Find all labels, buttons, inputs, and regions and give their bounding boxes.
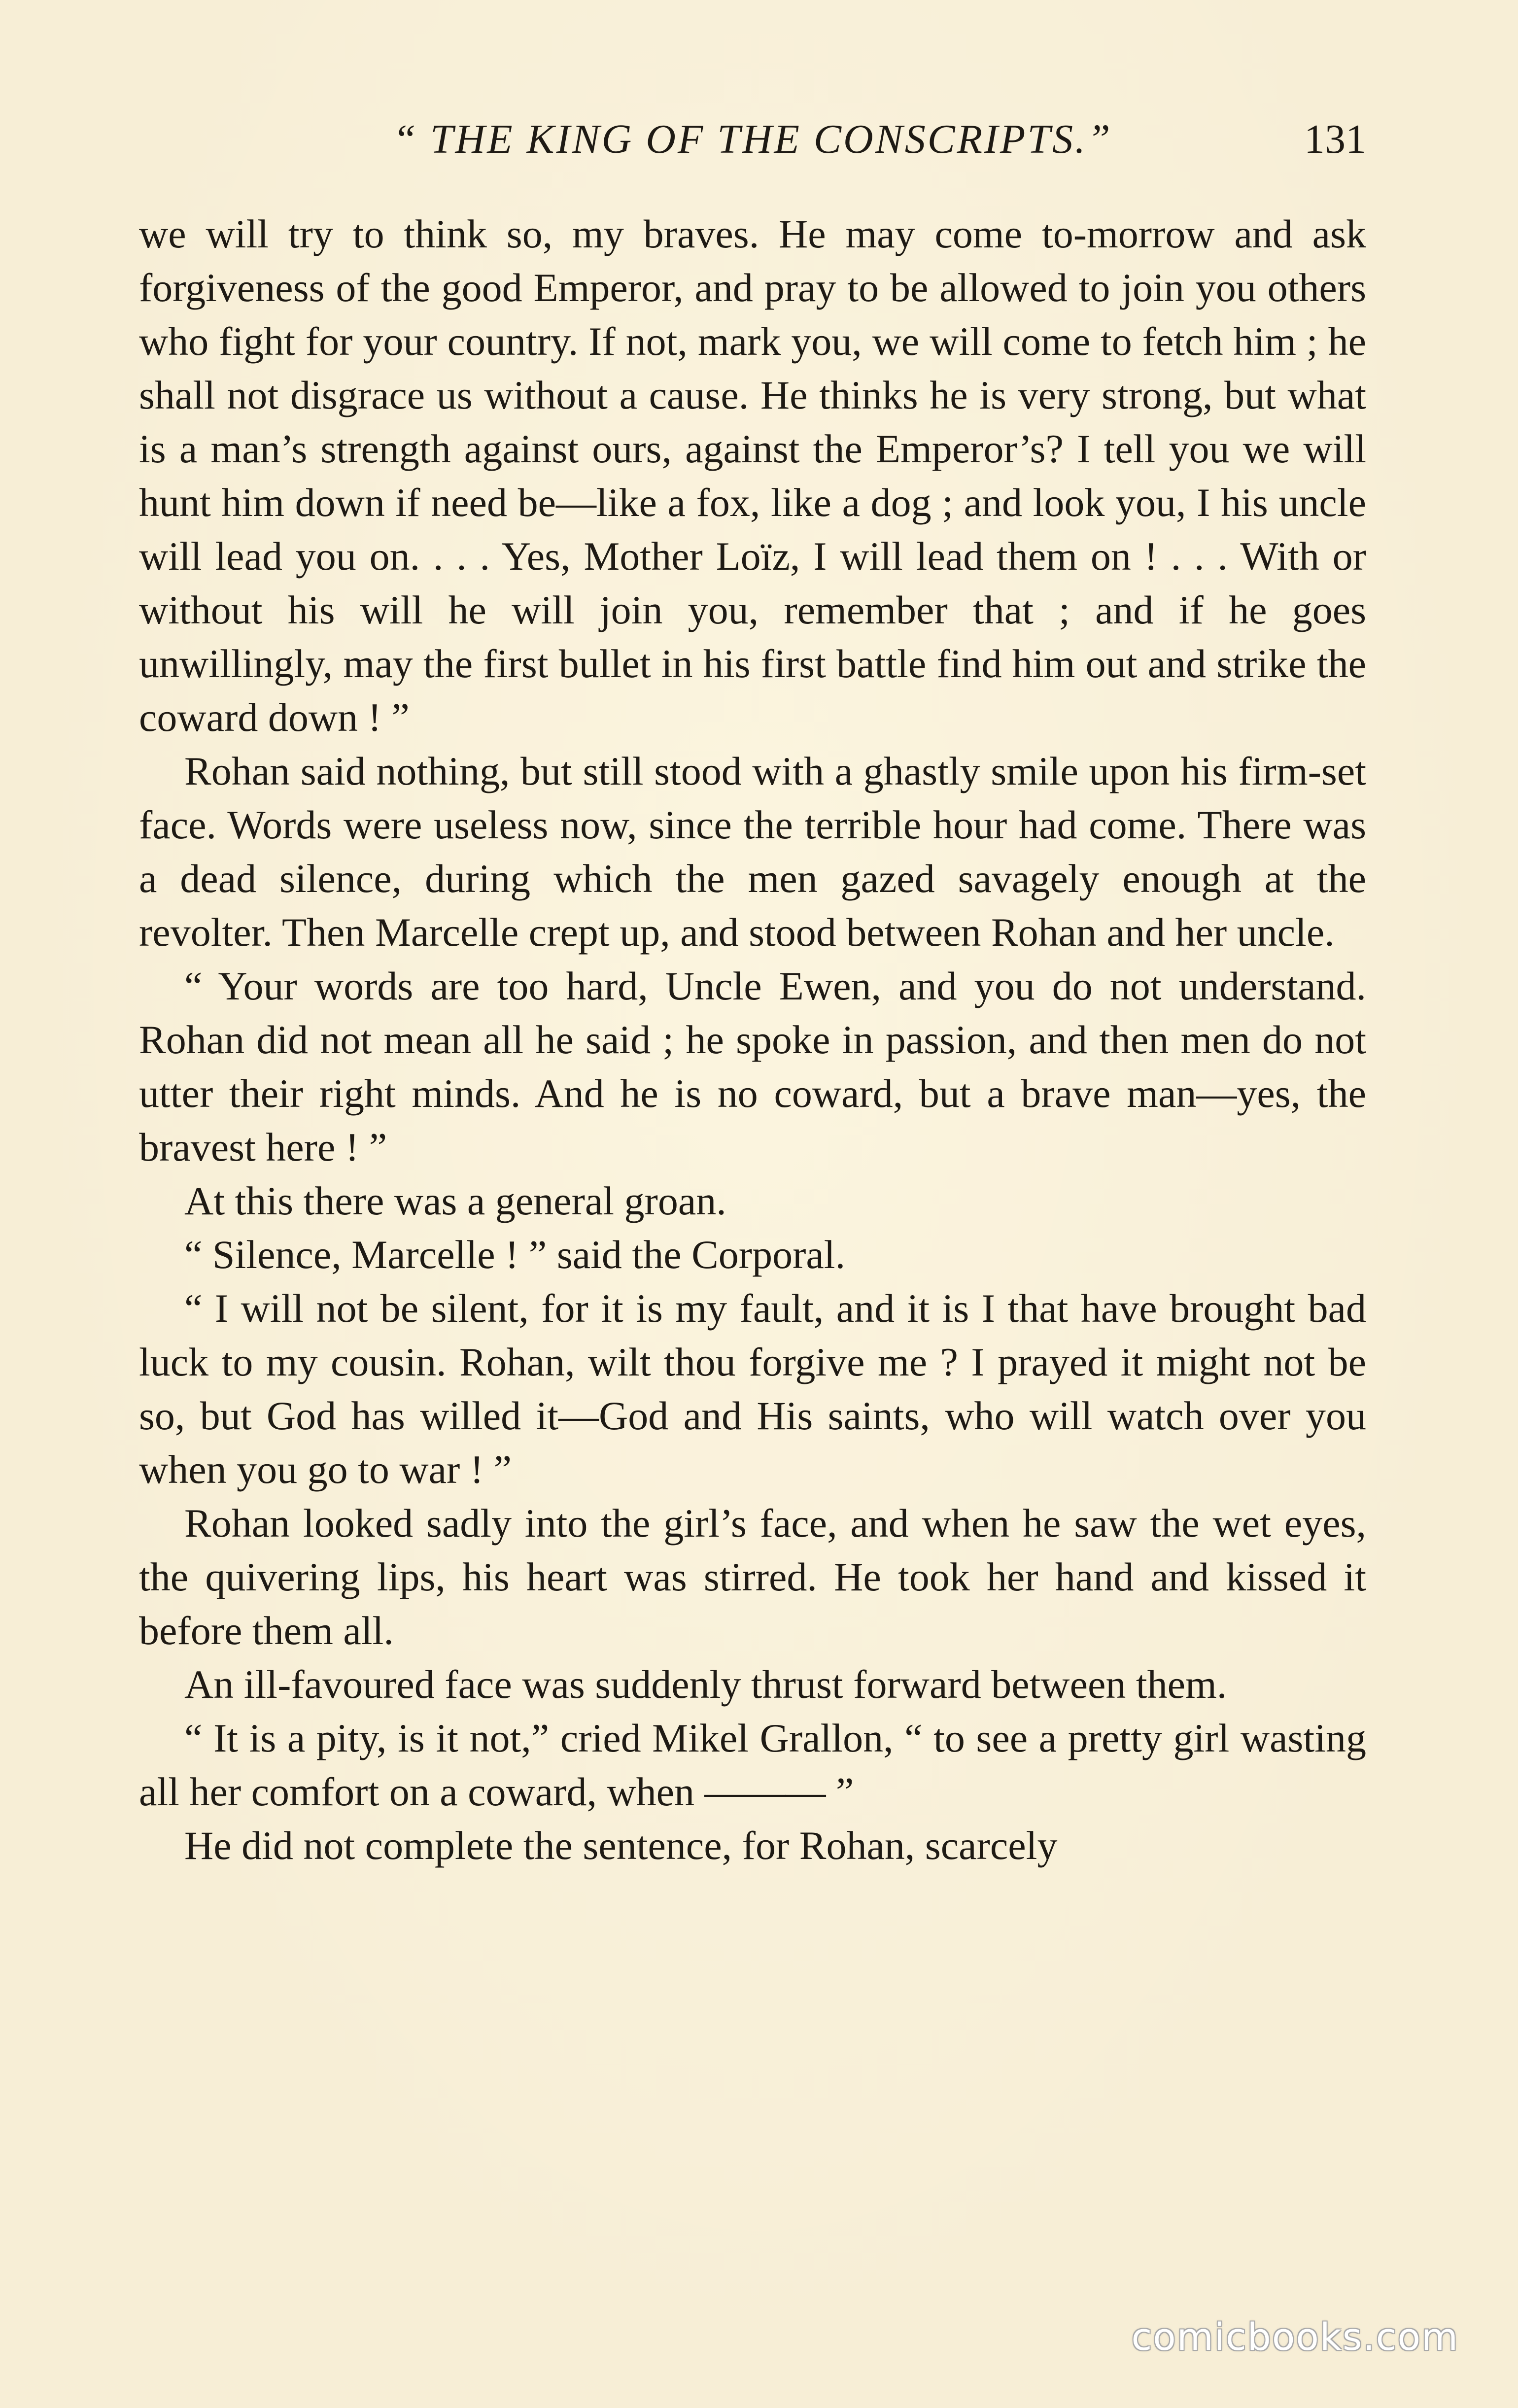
running-head xyxy=(139,107,1366,172)
watermark-text: comicbooks.com xyxy=(1131,2315,1459,2359)
paragraph-1: we will try to think so, my braves. He may come to-morrow and ask forgiveness of the good Emperor, and pray to be allowed to join you others who fight for your country. If not, mark you, we will come to fetch him ; he shall not disgrace us without a cause. He thinks he is very strong, but what is a man’s strength against ours, against the Emperor’s? I tell you we will hunt him down if need be—like a fox, like a dog ; and look you, I his uncle will lead you on. . . . Yes, Mother Loïz, I will lead them on ! . . . With or without his will he will join you, remember that ; and if he goes unwillingly, may the first bullet in his first battle find him out and strike the coward down ! ” xyxy=(139,211,1366,740)
paragraph-5: “ Silence, Marcelle ! ” said the Corporal. xyxy=(184,1232,846,1277)
paragraph-8: An ill-favoured face was suddenly thrust forward between them. xyxy=(184,1662,1227,1707)
paragraph-6: “ I will not be silent, for it is my fault, and it is I that have brought bad luck to my cousin. Rohan, wilt thou forgive me ? I prayed it might not be so, but God has willed it—God and His saints, who will watch over you when you go to war ! ” xyxy=(139,1286,1366,1492)
paragraph-4: At this there was a general groan. xyxy=(184,1178,726,1223)
running-title: “ THE KING OF THE CONSCRIPTS.” xyxy=(393,116,1112,162)
page-number: 131 xyxy=(1304,116,1366,162)
paragraph-2: Rohan said nothing, but still stood with a ghastly smile upon his firm-set face. Words were useless now, since the terrible hour had come. There was a dead silence, during which the men gazed savagely enough at the revolter. Then Marcelle crept up, and stood between Rohan and her uncle. xyxy=(139,749,1366,955)
paragraph-10: He did not complete the sentence, for Rohan, scarcely xyxy=(184,1823,1058,1868)
body-text xyxy=(139,207,1366,1872)
paragraph-3: “ Your words are too hard, Uncle Ewen, and you do not understand. Rohan did not mean all he said ; he spoke in passion, and then men do not utter their right minds. And he is no coward, but a brave man—yes, the bravest here ! ” xyxy=(139,963,1366,1170)
paragraph-9: “ It is a pity, is it not,” cried Mikel Grallon, “ to see a pretty girl wasting all her comfort on a coward, when ——— ” xyxy=(139,1716,1366,1814)
paragraph-7: Rohan looked sadly into the girl’s face, and when he saw the wet eyes, the quivering lips, his heart was stirred. He took her hand and kissed it before them all. xyxy=(139,1501,1366,1653)
